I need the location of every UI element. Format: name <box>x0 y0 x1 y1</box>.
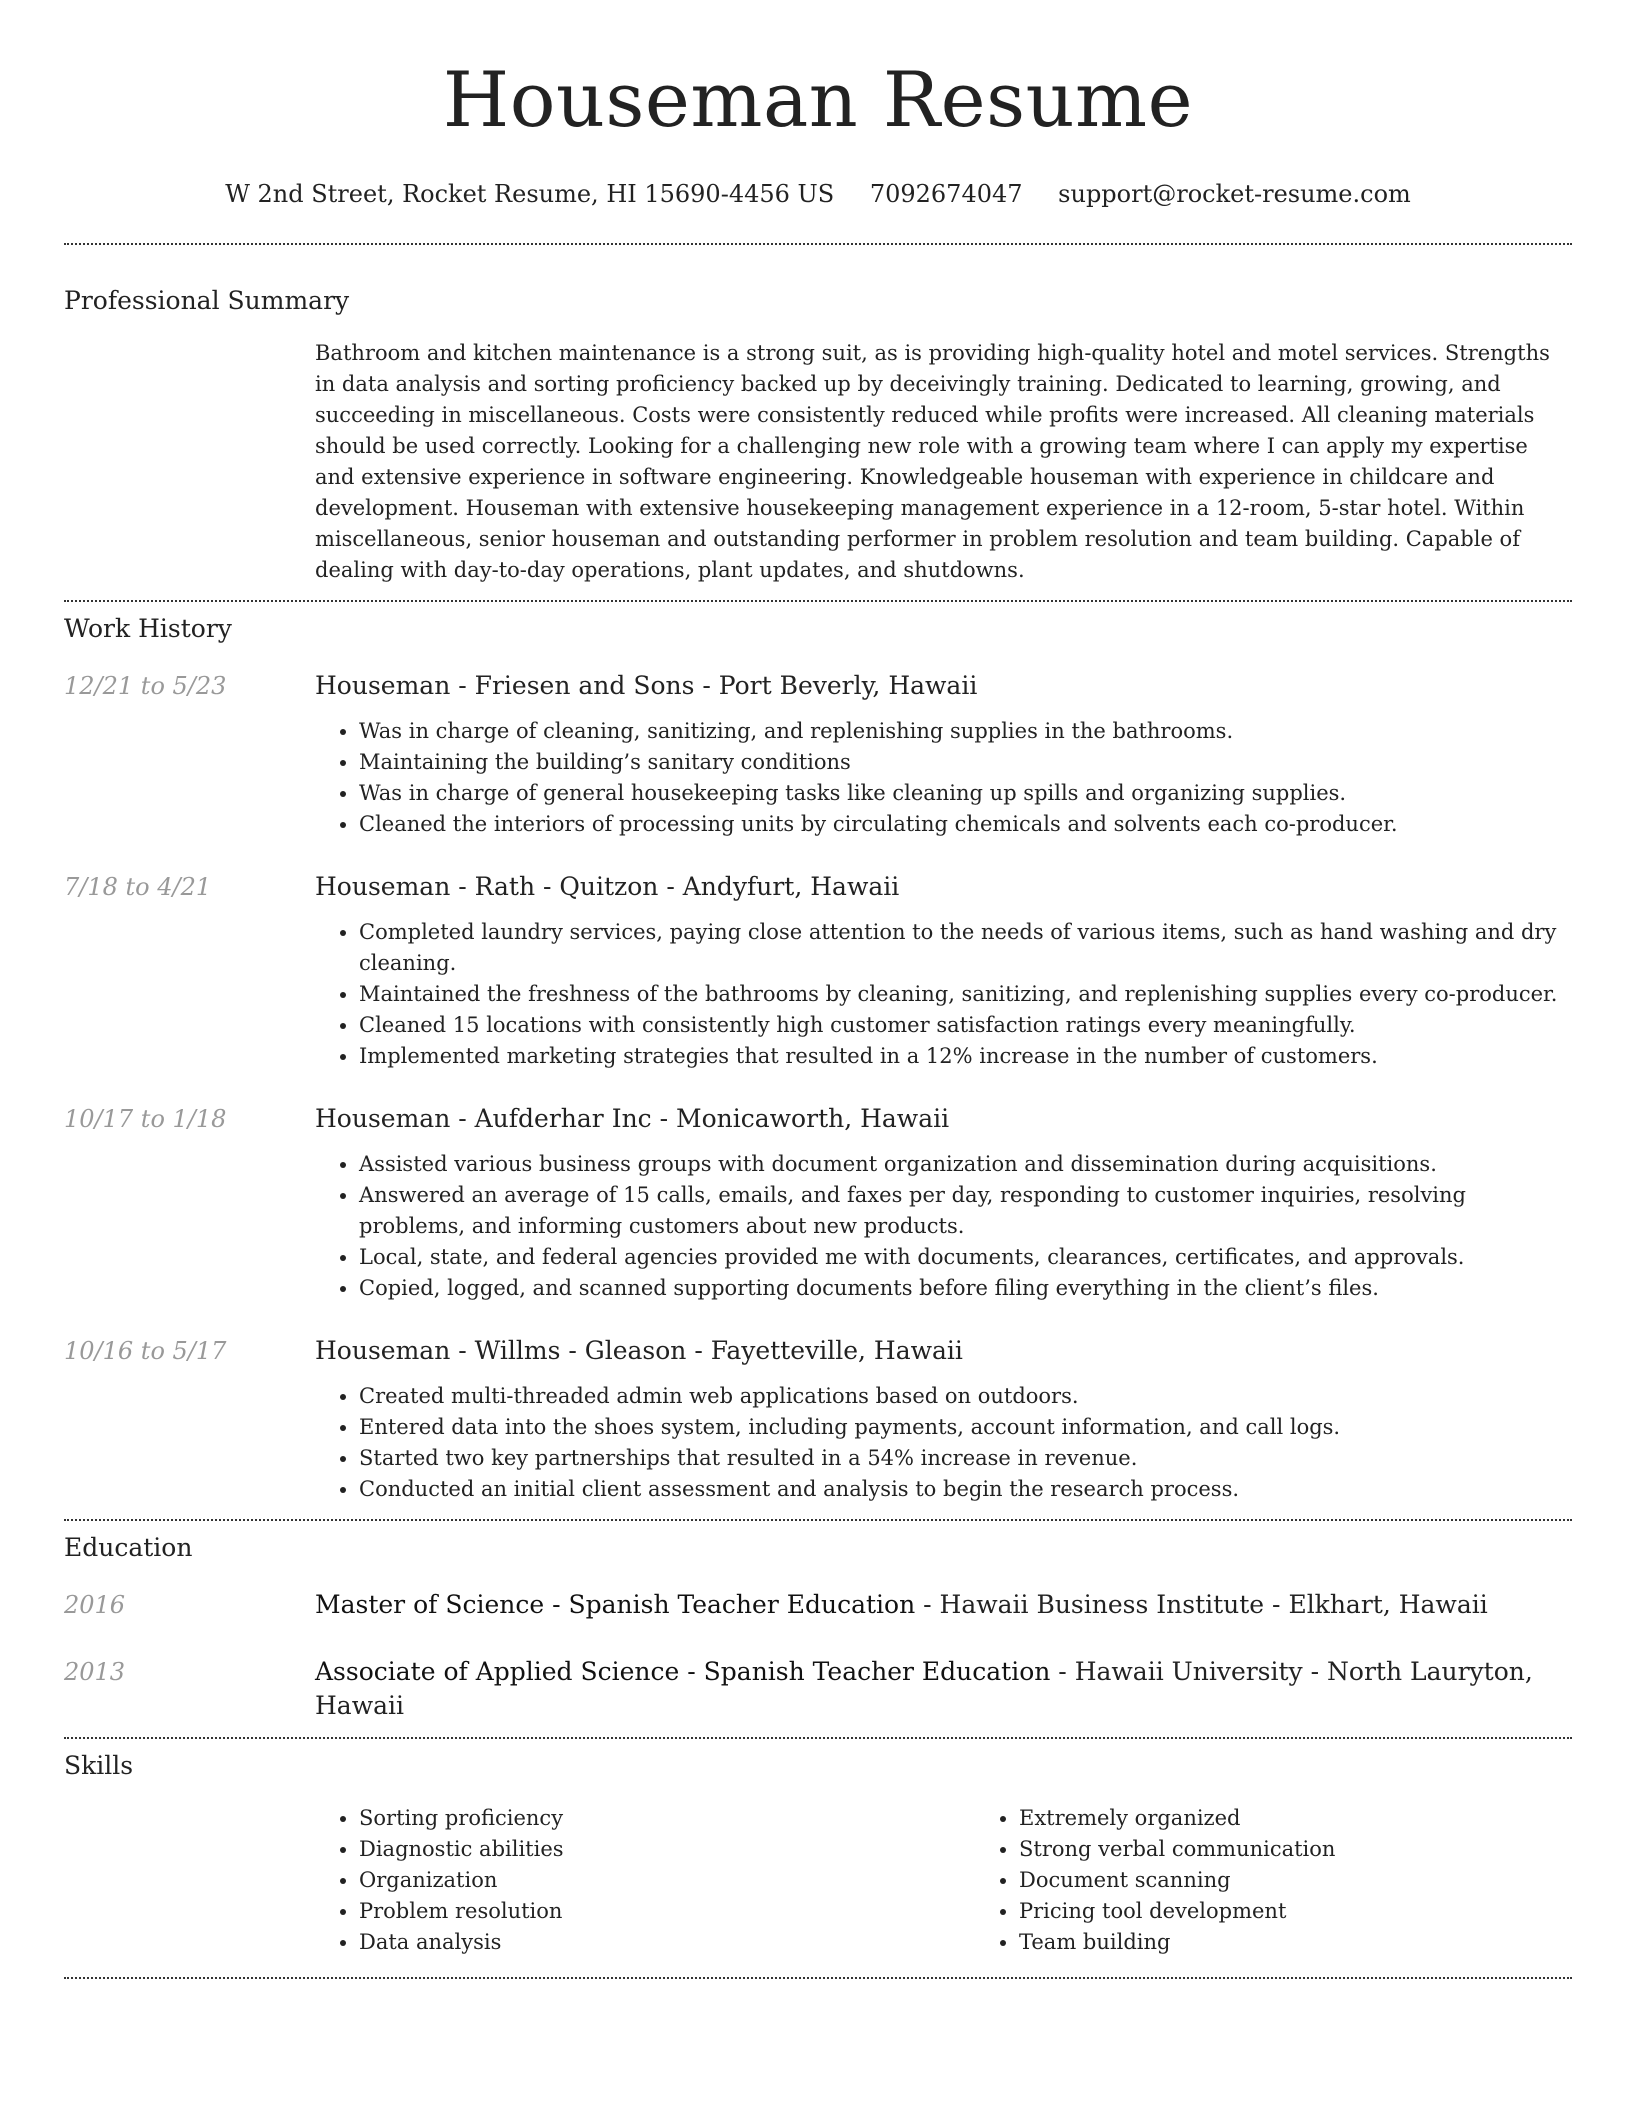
job-title: Houseman - Friesen and Sons - Port Beverly, Hawaii <box>315 671 978 700</box>
education-year: 2013 <box>64 1658 126 1686</box>
section-title-summary: Professional Summary <box>64 286 350 315</box>
job-bullets <box>315 917 1572 1072</box>
education-school: - Hawaii Business Institute - Elkhart, Hawaii <box>915 1590 1488 1619</box>
divider <box>64 1519 1572 1521</box>
job-dates: 12/21 to 5/23 <box>64 672 227 700</box>
divider <box>64 1737 1572 1739</box>
resume-page <box>64 0 1572 1979</box>
skill-item: • Organization <box>359 1865 975 1896</box>
education-entry <box>64 1655 1572 1723</box>
summary-text: Bathroom and kitchen maintenance is a strong suit, as is providing high-quality hotel and motel services. Strengths in data analysis and sorting proficiency backed up by deceivingly training. Dedicated to learning, growing, and succeeding in miscellaneous. Costs were consistently reduced while profits were increased. All cleaning materials should be used correctly. Looking for a challenging new role with a growing team where I can apply my expertise and extensive experience in software engineering. Knowledgeable houseman with experience in childcare and development. Houseman with extensive housekeeping management experience in a 12-room, 5-star hotel. Within miscellaneous, senior houseman and outstanding performer in problem resolution and team building. Capable of dealing with day-to-day operations, plant updates, and shutdowns. <box>315 341 1550 582</box>
job-entry <box>64 870 1572 1072</box>
list-item: • Cleaned 15 locations with consistently high customer satisfaction ratings every meaningfully. <box>359 1010 1572 1041</box>
list-item: • Completed laundry services, paying close attention to the needs of various items, such as hand washing and dry cleaning. <box>359 917 1572 979</box>
education-degree: Master of Science - Spanish Teacher Education <box>315 1590 916 1619</box>
education-school: - Hawaii University - North Lauryton, Hawaii <box>315 1657 1533 1720</box>
list-item: • Conducted an initial client assessment and analysis to begin the research process. <box>359 1474 1572 1505</box>
list-item: • Maintaining the building’s sanitary conditions <box>359 747 1572 778</box>
skills-column-right <box>975 1803 1632 1958</box>
list-item: • Maintained the freshness of the bathrooms by cleaning, sanitizing, and replenishing supplies every co-producer. <box>359 979 1572 1010</box>
job-dates: 7/18 to 4/21 <box>64 873 212 901</box>
skill-item: • Diagnostic abilities <box>359 1834 975 1865</box>
list-item: • Answered an average of 15 calls, emails, and faxes per day, responding to customer inquiries, resolving problems, and informing customers about new products. <box>359 1180 1572 1242</box>
contact-line <box>64 178 1572 210</box>
list-item: • Assisted various business groups with document organization and dissemination during acquisitions. <box>359 1149 1572 1180</box>
skill-item: • Sorting proficiency <box>359 1803 975 1834</box>
education-degree: Associate of Applied Science - Spanish Teacher Education <box>315 1657 1051 1686</box>
skills-column-left <box>315 1803 975 1958</box>
job-title: Houseman - Aufderhar Inc - Monicaworth, Hawaii <box>315 1104 950 1133</box>
job-entry <box>64 1334 1572 1505</box>
contact-address: W 2nd Street, Rocket Resume, HI 15690-4456 US <box>225 180 835 208</box>
section-title-skills: Skills <box>64 1751 134 1780</box>
skill-item: • Document scanning <box>1019 1865 1632 1896</box>
job-title: Houseman - Rath - Quitzon - Andyfurt, Hawaii <box>315 872 900 901</box>
job-bullets <box>315 716 1572 840</box>
list-item: • Copied, logged, and scanned supporting documents before filing everything in the client’s files. <box>359 1273 1572 1304</box>
education-entry <box>64 1588 1572 1622</box>
section-title-work: Work History <box>64 614 232 643</box>
job-entry <box>64 1102 1572 1304</box>
skill-item: • Team building <box>1019 1927 1632 1958</box>
contact-email: support@rocket-resume.com <box>1058 180 1411 208</box>
skill-item: • Pricing tool development <box>1019 1896 1632 1927</box>
list-item: • Created multi-threaded admin web applications based on outdoors. <box>359 1381 1572 1412</box>
list-item: • Implemented marketing strategies that resulted in a 12% increase in the number of customers. <box>359 1041 1572 1072</box>
skill-item: • Problem resolution <box>359 1896 975 1927</box>
list-item: • Entered data into the shoes system, including payments, account information, and call logs. <box>359 1412 1572 1443</box>
list-item: • Cleaned the interiors of processing units by circulating chemicals and solvents each co-producer. <box>359 809 1572 840</box>
divider <box>64 1977 1572 1979</box>
job-dates: 10/16 to 5/17 <box>64 1337 227 1365</box>
skill-item: • Strong verbal communication <box>1019 1834 1632 1865</box>
education-year: 2016 <box>64 1591 126 1619</box>
skill-item: • Extremely organized <box>1019 1803 1632 1834</box>
list-item: • Started two key partnerships that resulted in a 54% increase in revenue. <box>359 1443 1572 1474</box>
list-item: • Local, state, and federal agencies provided me with documents, clearances, certificates, and approvals. <box>359 1242 1572 1273</box>
divider <box>64 600 1572 602</box>
skills-list <box>315 1803 1632 1958</box>
list-item: • Was in charge of general housekeeping tasks like cleaning up spills and organizing supplies. <box>359 778 1572 809</box>
job-entry <box>64 669 1572 840</box>
skill-item: • Data analysis <box>359 1927 975 1958</box>
job-dates: 10/17 to 1/18 <box>64 1105 227 1133</box>
contact-phone: 7092674047 <box>869 180 1023 208</box>
resume-title: Houseman Resume <box>442 55 1194 144</box>
job-bullets <box>315 1149 1572 1304</box>
job-title: Houseman - Willms - Gleason - Fayetteville, Hawaii <box>315 1336 963 1365</box>
divider <box>64 243 1572 245</box>
job-bullets <box>315 1381 1572 1505</box>
list-item: • Was in charge of cleaning, sanitizing, and replenishing supplies in the bathrooms. <box>359 716 1572 747</box>
section-title-education: Education <box>64 1533 193 1562</box>
